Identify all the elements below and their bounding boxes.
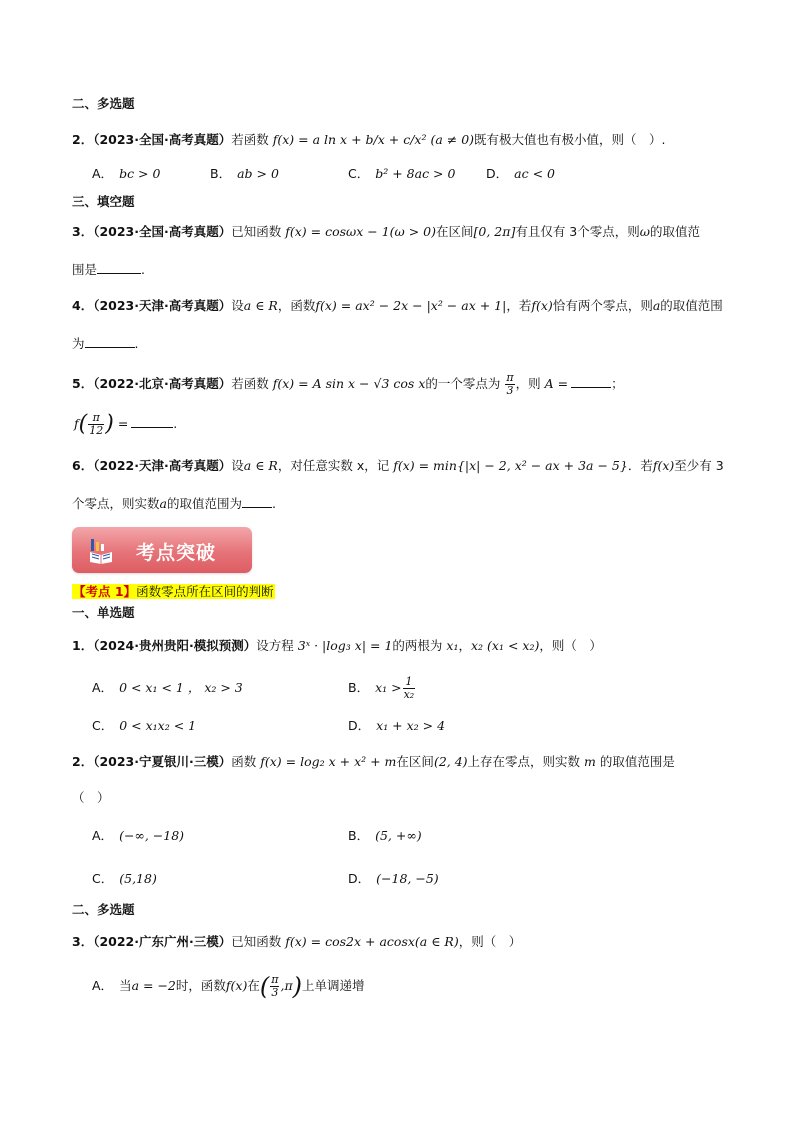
answer-blank[interactable] (85, 335, 135, 348)
interval: [0, 2π] (473, 224, 516, 239)
variable: m (584, 754, 596, 769)
condition: a ∈ R (243, 458, 278, 473)
question-text: . (141, 262, 145, 277)
question-4 (72, 296, 723, 316)
option-text: 当 (119, 978, 132, 993)
option-label: B． (210, 166, 232, 181)
variable: ω (639, 224, 650, 239)
option-text: (5,18) (119, 871, 157, 886)
question-text: ．若 (627, 458, 653, 473)
question-text: 有且仅有 3个零点，则 (515, 224, 640, 239)
paren: ( (78, 411, 88, 437)
formula: f(x) = cos2x + acosx(a ∈ R) (285, 934, 459, 949)
question-5 (72, 372, 624, 397)
formula: f(x) = min{|x| − 2, x² − ax + 3a − 5} (393, 458, 628, 473)
topic-highlight (72, 584, 275, 599)
question-number: 3． (72, 934, 94, 949)
question-text: 围是 (72, 262, 98, 277)
question-text: . (271, 496, 276, 511)
fraction: $\frac{\pi}{3}$ (271, 973, 279, 999)
question-5-line-2 (74, 412, 177, 437)
option-c[interactable] (92, 716, 196, 736)
option-label: D． (348, 871, 371, 886)
question-number: 2． (72, 132, 94, 147)
question-3 (72, 222, 700, 242)
question-text: 已知函数 (231, 224, 282, 239)
condition: a = −2 (131, 978, 176, 993)
answer-blank[interactable] (131, 415, 173, 428)
question-text: 为 (72, 336, 85, 351)
topic-heading (72, 582, 275, 602)
option-label: A． (92, 828, 114, 843)
variable: a (652, 298, 661, 313)
interval-end: π (284, 978, 293, 993)
topic-tag: 【考点 1】 (73, 584, 137, 599)
option-text: 0 < x₁x₂ < 1 (119, 718, 197, 733)
question-number: 6． (72, 458, 94, 473)
formula: f(x) = A sin x − √3 cos x (272, 376, 426, 391)
option-b[interactable] (210, 164, 279, 184)
function-ref: f(x) (531, 298, 553, 313)
question-6 (72, 456, 724, 476)
option-label: B． (348, 680, 370, 695)
question-text: ，则（ ） (539, 638, 602, 653)
option-text: bc > 0 (119, 166, 161, 181)
formula: f(x) = log₂ x + x² + m (260, 754, 397, 769)
question-text: 的取值范围是 (599, 754, 675, 769)
option-label: D． (486, 166, 509, 181)
paren: ) (292, 972, 303, 1001)
option-text: (−18, −5) (376, 871, 439, 886)
option-text: 0 < x₁ < 1 ， x₂ > 3 (119, 680, 243, 695)
question-text: 函数 (231, 754, 257, 769)
option-d[interactable] (486, 164, 555, 184)
function-ref: f(x) (652, 458, 675, 473)
fraction: $\frac{\pi}{3}$ (506, 371, 514, 397)
question-text: 个零点，则实数 (72, 496, 160, 511)
formula: f(x) = a ln x + b/x + c/x² (a ≠ 0) (272, 132, 475, 147)
question-source: （2022·北京·高考真题） (93, 376, 232, 391)
question-text: ，若 (506, 298, 532, 313)
question-text: 恰有两个零点，则 (552, 298, 653, 313)
option-d[interactable] (348, 869, 439, 889)
option-a[interactable] (92, 826, 184, 846)
question-text: 既有极大值也有极小值，则（ ）. (474, 132, 666, 147)
question-source: （2023·全国·高考真题） (93, 132, 232, 147)
question-number: 1． (72, 638, 94, 653)
question-text: 上存在零点，则实数 (467, 754, 581, 769)
option-text: ab > 0 (237, 166, 279, 181)
formula: f(x) = cosωx − 1(ω > 0) (285, 224, 436, 239)
answer-blank[interactable] (242, 495, 272, 508)
option-text: 时，函数 (175, 978, 226, 993)
question-number: 4． (72, 298, 94, 313)
paren: ( (259, 972, 270, 1001)
question-text: ，则 (515, 376, 541, 391)
answer-paren: （ ） (72, 790, 110, 805)
section-heading-single-choice: 一、单选题 (72, 605, 135, 620)
option-text: ac < 0 (514, 166, 555, 181)
interval: (2, 4) (433, 754, 468, 769)
question-text: ，则（ ） (458, 934, 522, 949)
variable: a (159, 496, 167, 511)
option-a[interactable] (92, 974, 365, 999)
option-label: A． (92, 166, 114, 181)
question-text: 设 (231, 458, 244, 473)
function-ref: f (74, 416, 79, 431)
question-text: ； (611, 376, 624, 391)
option-label: A． (92, 978, 114, 993)
question-text: 若函数 (231, 376, 269, 391)
question-text: 的取值范 (649, 224, 700, 239)
question-text: 设方程 (256, 638, 294, 653)
interval-sep: , (280, 978, 285, 993)
practice-question-2-line-2 (72, 788, 110, 808)
formula: 3ˣ · |log₃ x| = 1 (297, 638, 393, 653)
question-text: 设 (231, 298, 244, 313)
formula: f(x) = ax² − 2x − |x² − ax + 1| (315, 298, 507, 313)
question-source: （2022·广东广州·三模） (93, 934, 232, 949)
fraction: $\frac{\pi}{12}$ (89, 411, 104, 437)
variable: A = (544, 376, 569, 391)
question-text: . (173, 416, 178, 431)
root-x1: x₁ (446, 638, 459, 653)
option-text: x₁ + x₂ > 4 (376, 718, 446, 733)
question-number: 2． (72, 754, 94, 769)
option-text: b² + 8ac > 0 (375, 166, 456, 181)
question-source: （2023·宁夏银川·三模） (93, 754, 232, 769)
option-text: (−∞, −18) (119, 828, 185, 843)
question-source: （2023·全国·高考真题） (93, 224, 232, 239)
question-text: 在区间 (435, 224, 474, 239)
question-text: 的两根为 (392, 638, 443, 653)
option-label: C． (92, 718, 114, 733)
book-icon (88, 536, 114, 564)
question-text: 的一个零点为 (425, 376, 501, 391)
question-text: 在区间 (396, 754, 434, 769)
option-text: 在 (247, 978, 260, 993)
option-c[interactable] (348, 164, 455, 184)
question-text: ，对任意实数 x，记 (277, 458, 390, 473)
option-text: (5, +∞) (375, 828, 422, 843)
option-text: x₁ > (375, 680, 402, 695)
question-text: 的取值范围为 (166, 496, 242, 511)
practice-question-2 (72, 752, 675, 772)
question-number: 5． (72, 376, 94, 391)
banner-title: 考点突破 (136, 542, 217, 564)
condition: a ∈ R (243, 298, 278, 313)
option-b[interactable] (348, 826, 422, 846)
question-source: （2024·贵州贵阳·模拟预测） (93, 638, 257, 653)
answer-blank[interactable] (97, 261, 141, 274)
question-4-line-2 (72, 334, 139, 354)
question-text: 已知函数 (231, 934, 282, 949)
section-heading-fill-blank: 三、填空题 (72, 194, 135, 209)
option-a[interactable] (92, 678, 243, 698)
question-source: （2022·天津·高考真题） (93, 458, 232, 473)
question-source: （2023·天津·高考真题） (93, 298, 232, 313)
option-label: A． (92, 680, 114, 695)
section-banner (72, 527, 252, 573)
practice-question-3 (72, 932, 521, 952)
option-c[interactable] (92, 869, 157, 889)
question-text: 的取值范围 (660, 298, 723, 313)
option-text: 上单调递增 (302, 978, 365, 993)
practice-question-1 (72, 636, 602, 656)
option-label: D． (348, 718, 371, 733)
section-heading-multi-choice: 二、多选题 (72, 96, 135, 111)
question-6-line-2 (72, 494, 276, 514)
root-x2: x₂ (x₁ < x₂) (471, 638, 540, 653)
fraction: $\frac{1}{\text{x₂}}$ (403, 675, 415, 701)
option-label: C． (92, 871, 114, 886)
function-ref: f(x) (225, 978, 248, 993)
option-a[interactable] (92, 164, 160, 184)
option-label: B． (348, 828, 370, 843)
separator: ， (458, 638, 471, 653)
question-text: 若函数 (231, 132, 269, 147)
question-3-line-2 (72, 260, 145, 280)
option-d[interactable] (348, 716, 445, 736)
equals: = (117, 416, 129, 431)
section-heading-multi-choice-2: 二、多选题 (72, 902, 135, 917)
paren: ) (105, 411, 114, 437)
topic-text: 函数零点所在区间的判断 (136, 584, 274, 599)
question-2 (72, 130, 666, 150)
option-label: C． (348, 166, 370, 181)
question-number: 3． (72, 224, 94, 239)
answer-blank[interactable] (571, 375, 611, 388)
question-text: 至少有 3 (674, 458, 724, 473)
question-text: . (134, 336, 139, 351)
option-b[interactable] (348, 676, 416, 701)
question-text: ，函数 (277, 298, 316, 313)
